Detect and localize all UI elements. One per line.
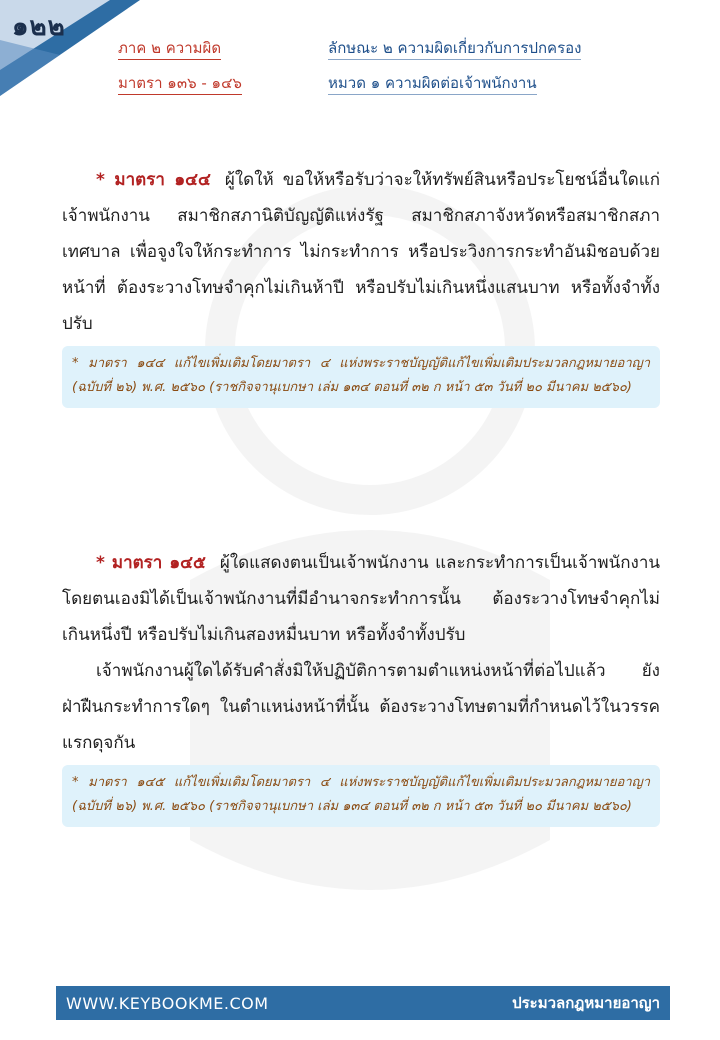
header-chapter: หมวด ๑ ความผิดต่อเจ้าพนักงาน	[328, 73, 537, 95]
section-144-body	[62, 162, 660, 342]
footer-url-link[interactable]: WWW.KEYBOOKME.COM	[66, 993, 269, 1013]
footer-bar	[56, 986, 670, 1020]
page-number: ๑๒๒	[12, 12, 66, 42]
section-145-text: ผู้ใดแสดงตนเป็นเจ้าพนักงาน และกระทำการเป็นเจ้าพนักงาน โดยตนเองมิได้เป็นเจ้าพนักงานที่มีอำนาจกระทำการนั้น ต้องระวางโทษจำคุกไม่เกินหนึ่งปี หรือปรับไม่เกินสองหมื่นบาท หรือทั้งจำทั้งปรับ	[62, 553, 660, 645]
section-145-paragraph-2: เจ้าพนักงานผู้ใดได้รับคำสั่งมิให้ปฏิบัติการตามตำแหน่งหน้าที่ต่อไปแล้ว ยังฝ่าฝืนกระทำการใดๆ ในตำแหน่งหน้าที่นั้น ต้องระวางโทษตามที่กำหนดไว้ในวรรคแรกดุจกัน	[62, 661, 660, 753]
section-145-note: * มาตรา ๑๔๕ แก้ไขเพิ่มเติมโดยมาตรา ๔ แห่งพระราชบัญญัติแก้ไขเพิ่มเติมประมวลกฎหมายอาญา (ฉบับที่ ๒๖) พ.ศ. ๒๕๖๐ (ราชกิจจานุเบกษา เล่ม ๑๓๔ ตอนที่ ๓๒ ก หน้า ๕๓ วันที่ ๒๐ มีนาคม ๒๕๖๐)	[62, 765, 660, 827]
header-sections-range: มาตรา ๑๓๖ - ๑๔๖	[118, 73, 242, 95]
section-145	[62, 545, 660, 827]
section-144	[62, 162, 660, 408]
section-145-body	[62, 545, 660, 653]
section-144-label: * มาตรา ๑๔๔	[96, 170, 211, 190]
section-145-label: * มาตรา ๑๔๕	[96, 553, 206, 573]
header-title: ลักษณะ ๒ ความผิดเกี่ยวกับการปกครอง	[328, 38, 581, 60]
footer-book-title: ประมวลกฎหมายอาญา	[512, 994, 660, 1012]
header-part: ภาค ๒ ความผิด	[118, 38, 221, 60]
section-144-text: ผู้ใดให้ ขอให้หรือรับว่าจะให้ทรัพย์สินหรือประโยชน์อื่นใดแก่เจ้าพนักงาน สมาชิกสภานิติบัญญัติแห่งรัฐ สมาชิกสภาจังหวัดหรือสมาชิกสภาเทศบาล เพื่อจูงใจให้กระทำการ ไม่กระทำการ หรือประวิงการกระทำอันมิชอบด้วยหน้าที่ ต้องระวางโทษจำคุกไม่เกินห้าปี หรือปรับไม่เกินหนึ่งแสนบาท หรือทั้งจำทั้งปรับ	[62, 170, 660, 334]
section-144-note: * มาตรา ๑๔๔ แก้ไขเพิ่มเติมโดยมาตรา ๔ แห่งพระราชบัญญัติแก้ไขเพิ่มเติมประมวลกฎหมายอาญา (ฉบับที่ ๒๖) พ.ศ. ๒๕๖๐ (ราชกิจจานุเบกษา เล่ม ๑๓๔ ตอนที่ ๓๒ ก หน้า ๕๓ วันที่ ๒๐ มีนาคม ๒๕๖๐)	[62, 346, 660, 408]
